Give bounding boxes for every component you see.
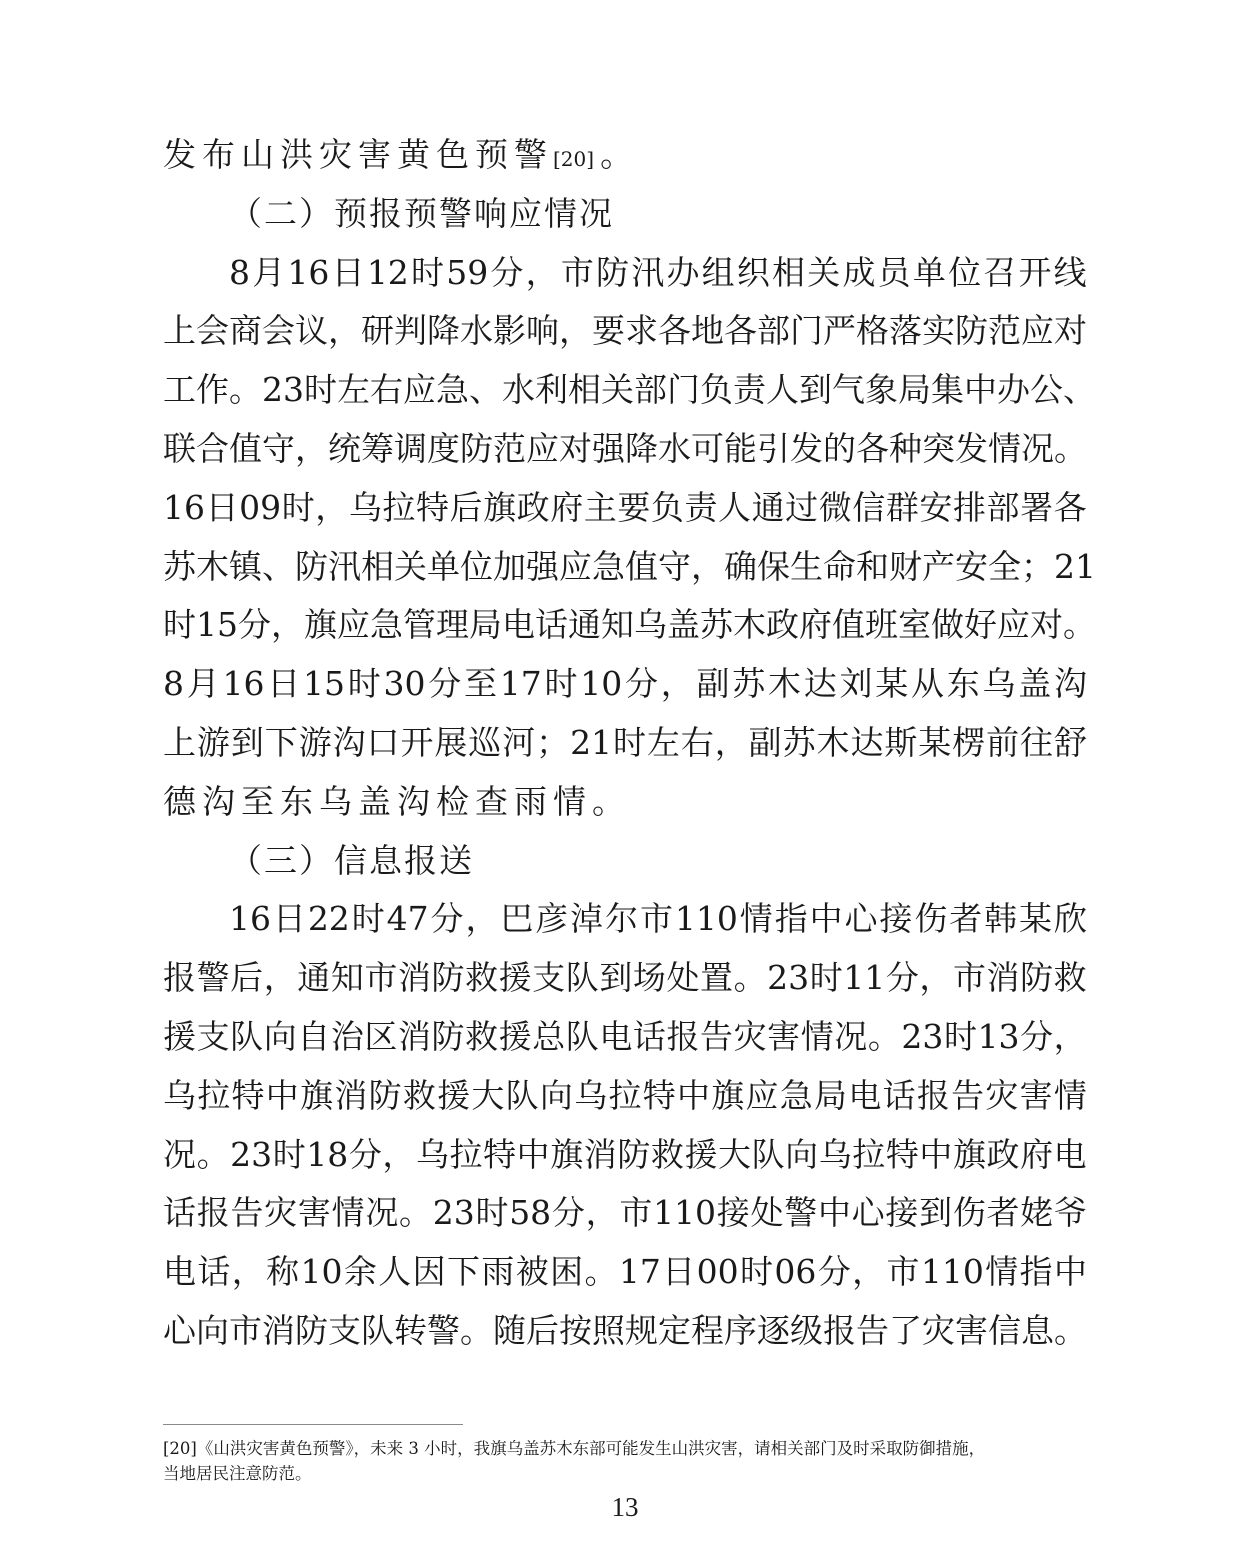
footnote-line-2: 当地居民注意防范。 — [163, 1464, 312, 1483]
body-line: 16 日 09 时 ， 乌 拉 特 后 旗 政 府 主 要 负 责 人 通 过 微 信 群 安 排 部 署 各 — [163, 487, 1087, 527]
page-number: 13 — [611, 1492, 639, 1522]
body-line: 8 月 16 日 15 时 30 分 至 17 时 10 分 ， 副 苏 木 达 刘 某 从 东 乌 盖 沟 — [163, 664, 1087, 704]
body-line: 联 合 值 守 ， 统 筹 调 度 防 范 应 对 强 降 水 可 能 引 发 的 各 种 突 发 情 况 。 — [163, 428, 1087, 468]
body-line: 话 报 告 灾 害 情 况 。 23 时 58 分 ， 市 110 接 处 警 中 心 接 到 伤 者 姥 爷 — [163, 1193, 1087, 1233]
body-text — [163, 126, 1096, 1361]
body-line: 援 支 队 向 自 治 区 消 防 救 援 总 队 电 话 报 告 灾 害 情 况 。 23 时 13 分 ， — [163, 1016, 1087, 1056]
body-line: 心 向 市 消 防 支 队 转 警 。 随 后 按 照 规 定 程 序 逐 级 报 告 了 灾 害 信 息 。 — [163, 1310, 1087, 1350]
body-line: 苏 木 镇 、 防 汛 相 关 单 位 加 强 应 急 值 守 ， 确 保 生 命 和 财 产 安 全 ； 21 — [163, 546, 1096, 586]
body-line: 德 沟 至 东 乌 盖 沟 检 查 雨 情 。 — [163, 781, 625, 821]
body-line: 上 会 商 会 议 ， 研 判 降 水 影 响 ， 要 求 各 地 各 部 门 严 格 落 实 防 范 应 对 — [163, 311, 1087, 351]
body-line: 报 警 后 ， 通 知 市 消 防 救 援 支 队 到 场 处 置 。 23 时 11 分 ， 市 消 防 救 — [163, 958, 1087, 998]
body-line: （ 二 ） 预 报 预 警 响 应 情 况 — [229, 193, 612, 233]
footnote — [163, 1436, 1089, 1486]
body-line: 况 。 23 时 18 分 ， 乌 拉 特 中 旗 消 防 救 援 大 队 向 乌 拉 特 中 旗 政 府 电 — [163, 1134, 1087, 1174]
body-line: （ 三 ） 信 息 报 送 — [229, 840, 472, 880]
footnote-divider — [163, 1424, 463, 1425]
body-line: 发 布 山 洪 灾 害 黄 色 预 警 [20] 。 — [163, 135, 634, 174]
body-line: 工 作 。 23 时 左 右 应 急 、 水 利 相 关 部 门 负 责 人 到 气 象 局 集 中 办 公 、 — [163, 370, 1096, 410]
body-line: 时 15 分 ， 旗 应 急 管 理 局 电 话 通 知 乌 盖 苏 木 政 府 值 班 室 做 好 应 对 。 — [163, 605, 1096, 645]
footnote-line-1: [20]《山洪灾害黄色预警》，未来 3 小时，我旗乌盖苏木东部可能发生山洪灾害，请相关部门及时采取防御措施， — [163, 1439, 986, 1458]
body-line: 乌 拉 特 中 旗 消 防 救 援 大 队 向 乌 拉 特 中 旗 应 急 局 电 话 报 告 灾 害 情 — [163, 1075, 1087, 1115]
body-line: 上 游 到 下 游 沟 口 开 展 巡 河 ； 21 时 左 右 ， 副 苏 木 达 斯 某 楞 前 往 舒 — [163, 722, 1087, 762]
body-line: 8 月 16 日 12 时 59 分 ， 市 防 汛 办 组 织 相 关 成 员 单 位 召 开 线 — [229, 252, 1087, 292]
body-line: 16 日 22 时 47 分 ， 巴 彦 淖 尔 市 110 情 指 中 心 接 伤 者 韩 某 欣 — [229, 899, 1087, 939]
body-line: 电 话 ， 称 10 余 人 因 下 雨 被 困 。 17 日 00 时 06 分 ， 市 110 情 指 中 — [163, 1252, 1087, 1292]
footnote-reference: [20] — [553, 147, 595, 171]
